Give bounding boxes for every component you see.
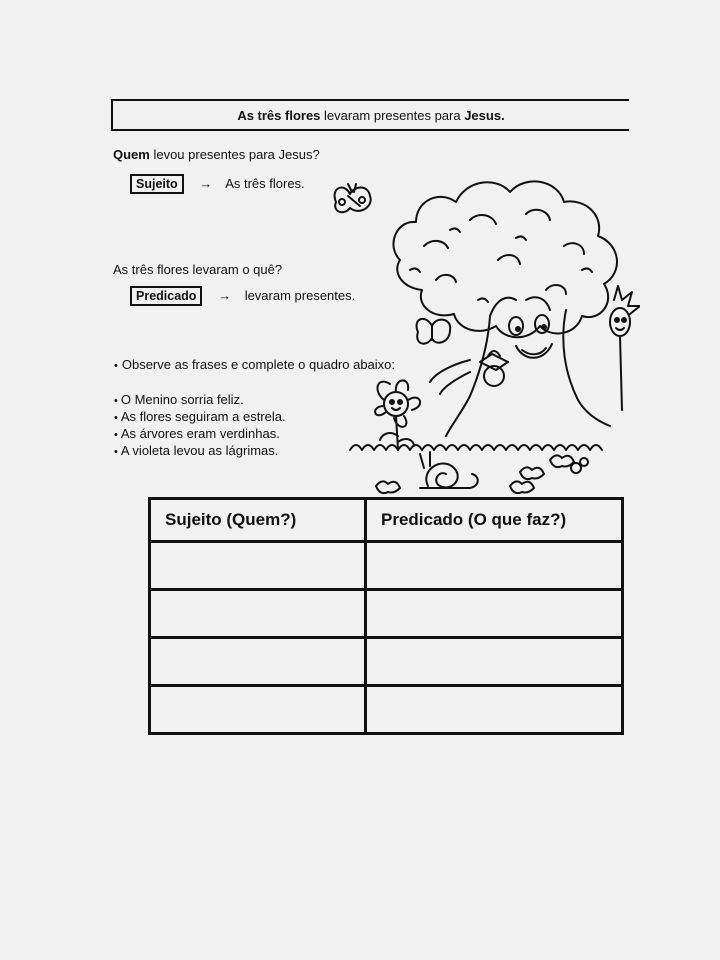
predicate-answer-cell[interactable]	[366, 542, 623, 590]
question-who-bold: Quem	[113, 147, 150, 162]
bullet-icon: •	[114, 395, 118, 407]
title-middle: levaram presentes para	[320, 107, 465, 123]
predicate-answer-cell[interactable]	[366, 590, 623, 638]
subject-answer-cell[interactable]	[150, 638, 366, 686]
flower-icon	[610, 286, 640, 410]
bullet-icon: •	[114, 429, 118, 441]
column-header-predicate: Predicado (O que faz?)	[366, 499, 623, 542]
title-banner	[111, 99, 629, 131]
bullet-icon: •	[114, 360, 118, 372]
table-header-row	[150, 499, 623, 542]
column-header-subject: Sujeito (Quem?)	[150, 499, 366, 542]
list-item	[114, 443, 286, 460]
predicate-answer-cell[interactable]	[366, 638, 623, 686]
tree-trunk	[430, 297, 610, 436]
sentence-list	[114, 392, 286, 460]
title-bold-end: Jesus.	[464, 107, 505, 123]
sentence-text: A violeta levou as lágrimas.	[120, 443, 279, 458]
question-who	[113, 147, 320, 162]
subject-example-row	[130, 174, 305, 194]
arrow-icon: →	[218, 288, 232, 303]
subject-answer-cell[interactable]	[150, 590, 366, 638]
list-item	[114, 426, 286, 443]
predicate-answer-cell[interactable]	[366, 686, 623, 734]
tree-canopy	[393, 181, 616, 337]
table-row	[150, 542, 623, 590]
table-row	[150, 638, 623, 686]
butterfly-icon	[417, 319, 451, 344]
title-bold-start: As três flores	[237, 107, 321, 123]
subject-answer-cell[interactable]	[150, 686, 366, 734]
predicate-answer: levaram presentes.	[244, 288, 356, 303]
subject-label-box: Sujeito	[130, 174, 184, 194]
bullet-icon: •	[114, 446, 118, 458]
snail-icon	[420, 452, 478, 488]
list-item	[114, 392, 286, 409]
sentence-text: As árvores eram verdinhas.	[120, 426, 280, 441]
bullet-icon: •	[114, 412, 118, 424]
sentence-text: O Menino sorria feliz.	[120, 392, 244, 407]
answer-table	[148, 497, 624, 727]
table-row	[150, 686, 623, 734]
instruction-text: Observe as frases e complete o quadro abaixo:	[121, 357, 396, 372]
subject-answer: As três flores.	[225, 176, 305, 191]
flower-icon	[375, 380, 420, 450]
sentence-text: As flores seguiram a estrela.	[120, 409, 286, 424]
question-what: As três flores levaram o quê?	[113, 262, 283, 277]
predicate-label-box: Predicado	[130, 286, 202, 306]
butterfly-icon	[335, 184, 371, 212]
tree-illustration	[320, 150, 640, 500]
answer-table-grid	[148, 497, 624, 735]
table-row	[150, 590, 623, 638]
arrow-icon: →	[199, 176, 213, 191]
list-item	[114, 409, 286, 426]
question-who-rest: levou presentes para Jesus?	[149, 147, 320, 162]
subject-answer-cell[interactable]	[150, 542, 366, 590]
